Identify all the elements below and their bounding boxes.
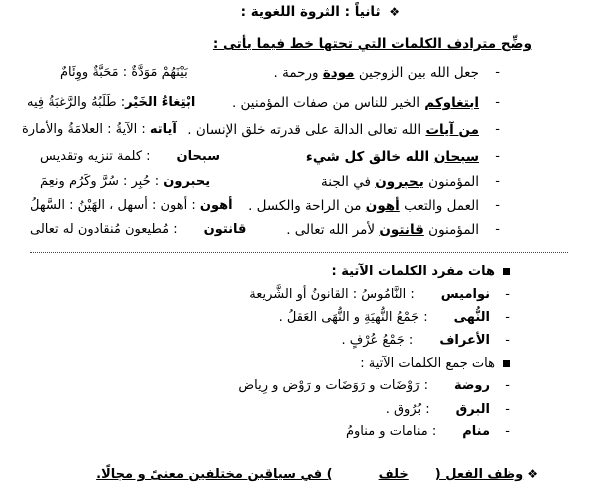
row-dash: - xyxy=(495,174,500,189)
meaning-word: يحبرون xyxy=(163,174,211,189)
vocab-row-1 xyxy=(0,65,600,87)
row-dash: - xyxy=(495,198,500,213)
row-sentence: ابتغاوكم الخير للناس من صفات المؤمنين . xyxy=(231,95,479,111)
underlined-word: سبحان xyxy=(433,149,479,165)
underlined-word: ابتغاوكم xyxy=(424,95,479,111)
vocab-row-7 xyxy=(0,222,600,244)
diamond-bullet-icon: ❖ xyxy=(389,5,400,19)
singular-header: هات مفرد الكلمات الآتية : xyxy=(332,264,511,279)
singular-header-line xyxy=(0,264,600,286)
row-meaning xyxy=(30,198,233,213)
meaning-word: قانتون xyxy=(203,222,247,237)
vocab-row-5 xyxy=(0,174,600,196)
meaning-text: : حُبِر : سُرَّ وكَرُم ونعِمَ xyxy=(40,174,160,189)
vocab-row-3 xyxy=(0,122,600,144)
row-sentence: من آيات الله تعالى الدالة على قدرته خلق الإنسان . xyxy=(187,122,479,138)
singular-item-2: - النُّهى: جَمْعُ النُّهيَةِ و النُّهَى العَقلُ . xyxy=(278,310,510,325)
square-bullet-icon xyxy=(503,268,510,275)
row-meaning xyxy=(27,95,195,110)
row-meaning xyxy=(40,174,210,189)
meaning-text: : الآيةُ : العلامَةُ والأمارة xyxy=(22,122,146,137)
meaning-text: : مُطيعون مُنقادون له تعالى xyxy=(30,222,178,237)
row-meaning xyxy=(60,65,188,80)
row-sentence: سبحان الله خالق كل شيء xyxy=(305,149,479,165)
meaning-word: سبحان xyxy=(176,149,220,164)
row-sentence: المؤمنون قانتون لأمر الله تعالى . xyxy=(286,222,479,238)
singular-item-3: - الأعراف: جَمْعُ عُرْفٍ . xyxy=(341,333,510,348)
item-meaning: : منامات و مناومُ xyxy=(345,424,437,439)
vocab-row-2 xyxy=(0,95,600,117)
row-dash: - xyxy=(495,122,500,137)
item-meaning: : بُرُوق . xyxy=(385,402,430,417)
item-word: منام xyxy=(462,424,490,439)
meaning-text: : طَلَبُهُ والرَّغبَةُ فِيه xyxy=(27,95,126,110)
item-meaning: : النَّامُوسُ : القانونُ أو الشَّريعة xyxy=(249,287,415,302)
row-sentence: العمل والتعب أهون من الراحة والكسل . xyxy=(248,198,479,214)
row-dash: - xyxy=(495,65,500,80)
section-title-text: ثانياً : الثروة اللغوية : xyxy=(240,4,381,20)
dotted-divider xyxy=(30,252,568,253)
instruction-text: وضِّح مترادف الكلمات التي تحتها خط فيما يأتى : xyxy=(212,36,532,52)
plural-item-2: - البرق: بُرُوق . xyxy=(385,402,510,417)
singular-item-1: - نواميس: النَّامُوسُ : القانونُ أو الشَّريعة xyxy=(249,287,510,302)
row-dash: - xyxy=(495,222,500,237)
row-dash: - xyxy=(495,149,500,164)
meaning-text: : أهون : أسهل ، الهَيْنُ : السَّهلُ xyxy=(30,198,196,213)
meaning-word: ابْتِغاءُ الخَيْر xyxy=(125,95,196,110)
square-bullet-icon xyxy=(503,360,510,367)
item-word: النُّهى xyxy=(453,310,490,325)
row-meaning xyxy=(30,222,246,237)
row-sentence: جعل الله بين الزوجين مودة ورحمة . xyxy=(273,65,479,81)
diamond-bullet-icon: ❖ xyxy=(527,467,538,481)
plural-header-line xyxy=(0,356,600,378)
section2-instruction: ❖وظف الفعل (خلف) في سياقين مختلفين معنىً و مجالًا. xyxy=(96,467,538,482)
vocab-row-4 xyxy=(0,149,600,171)
item-meaning: : جَمْعُ النُّهيَةِ و النُّهَى العَقلُ . xyxy=(278,310,428,325)
target-verb: خلف xyxy=(378,467,409,482)
row-dash: - xyxy=(495,95,500,110)
item-word: نواميس xyxy=(440,287,490,302)
underlined-word: قانتون xyxy=(379,222,424,238)
underlined-word: من آيات xyxy=(425,122,479,138)
row-sentence: المؤمنون يحبرون في الجنة xyxy=(321,174,479,190)
section2-line xyxy=(0,467,600,489)
item-word: روضة xyxy=(453,378,490,393)
section-heading-line xyxy=(0,4,600,26)
vocab-row-6 xyxy=(0,198,600,220)
section-title xyxy=(241,4,400,20)
plural-item-1: - روضة: رَوْضَات و رَوَضَات و رَوْض و رِياض xyxy=(238,378,510,393)
underlined-word: أهون xyxy=(365,198,400,214)
item-meaning: : جَمْعُ عُرْفٍ . xyxy=(341,333,414,348)
plural-header: هات جمع الكلمات الآتية : xyxy=(360,356,510,371)
item-meaning: : رَوْضَات و رَوَضَات و رَوْض و رِياض xyxy=(238,378,428,393)
row-meaning xyxy=(40,149,220,164)
meaning-word: أهون xyxy=(199,198,233,213)
row-meaning xyxy=(22,122,177,137)
instruction-line xyxy=(0,36,600,58)
meaning-text: بَيْنَهُمْ مَوَدَّةٌ : مَحَبَّةٌ ووِئَامٌ xyxy=(60,65,188,80)
plural-item-3: - منام: منامات و مناومُ xyxy=(345,424,510,439)
underlined-word: مودة xyxy=(322,65,355,81)
meaning-text: : كلمة تنزيه وتقديس xyxy=(40,149,151,164)
item-word: البرق xyxy=(455,402,490,417)
item-word: الأعراف xyxy=(439,333,490,348)
meaning-word: آياته xyxy=(149,122,177,137)
underlined-word: يحبرون xyxy=(375,174,424,190)
